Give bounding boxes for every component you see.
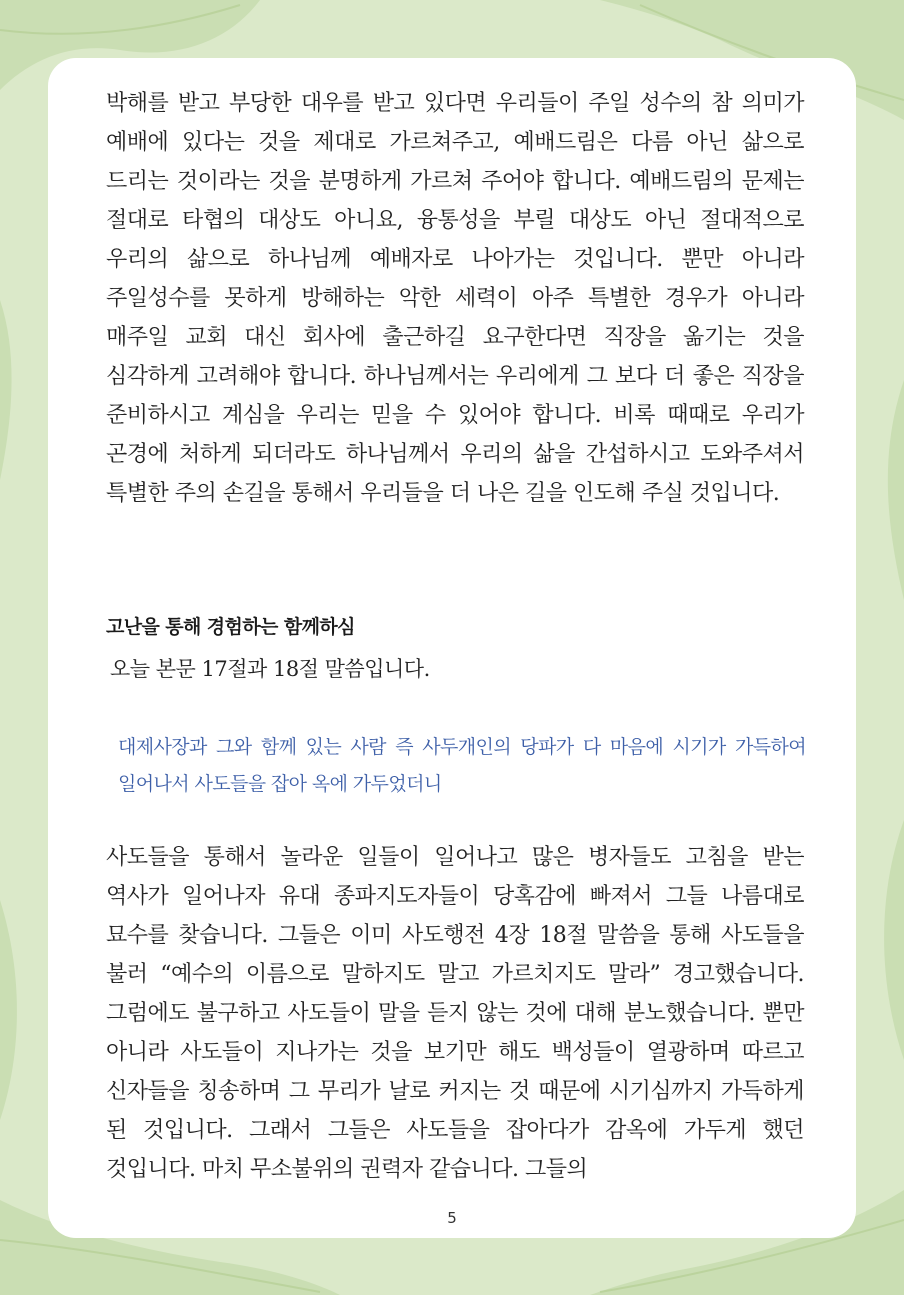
page-number: 5 [447,1209,457,1227]
intro-line: 오늘 본문 17절과 18절 말씀입니다. [110,657,430,681]
body-paragraph-2: 사도들을 통해서 놀라운 일들이 일어나고 많은 병자들도 고침을 받는 역사가 일어나자 유대 종파지도자들이 당혹감에 빠져서 그들 나름대로 묘수를 찾습니다. 그들은 이미 사도행전 4장 18절 말씀을 통해 사도들을 불러 “예수의 이름으로 말하지도 말고 가르치지도 말라” 경고했습니다. 그럼에도 불구하고 사도들이 말을 듣지 않는 것에 대해 분노했습니다. 뿐만 아니라 사도들이 지나가는 것을 보기만 해도 백성들이 열광하며 따르고 신자들을 칭송하며 그 무리가 날로 커지는 것 때문에 시기심까지 가득하게 된 것입니다. 그래서 그들은 사도들을 잡아다가 감옥에 가두게 했던 것입니다. 마치 무소불위의 권력자 같습니다. 그들의 [106,845,804,1182]
body-paragraph-1: 박해를 받고 부당한 대우를 받고 있다면 우리들이 주일 성수의 참 의미가 예배에 있다는 것을 제대로 가르쳐주고, 예배드림은 다름 아닌 삶으로 드리는 것이라는 것을 분명하게 가르쳐 주어야 합니다. 예배드림의 문제는 절대로 타협의 대상도 아니요, 융통성을 부릴 대상도 아닌 절대적으로 우리의 삶으로 하나님께 예배자로 나아가는 것입니다. 뿐만 아니라 주일성수를 못하게 방해하는 악한 세력이 아주 특별한 경우가 아니라 매주일 교회 대신 회사에 출근하길 요구한다면 직장을 옮기는 것을 심각하게 고려해야 합니다. 하나님께서는 우리에게 그 보다 더 좋은 직장을 준비하시고 계심을 우리는 믿을 수 있어야 합니다. 비록 때때로 우리가 곤경에 처하게 되더라도 하나님께서 우리의 삶을 간섭하시고 도와주셔서 특별한 주의 손길을 통해서 우리들을 더 나은 길을 인도해 주실 것입니다. [106,91,804,506]
section-heading: 고난을 통해 경험하는 함께하심 [106,616,355,638]
scripture-quote: 대제사장과 그와 함께 있는 사람 즉 사두개인의 당파가 다 마음에 시기가 가득하여 일어나서 사도들을 잡아 옥에 가두었더니 [118,736,806,795]
